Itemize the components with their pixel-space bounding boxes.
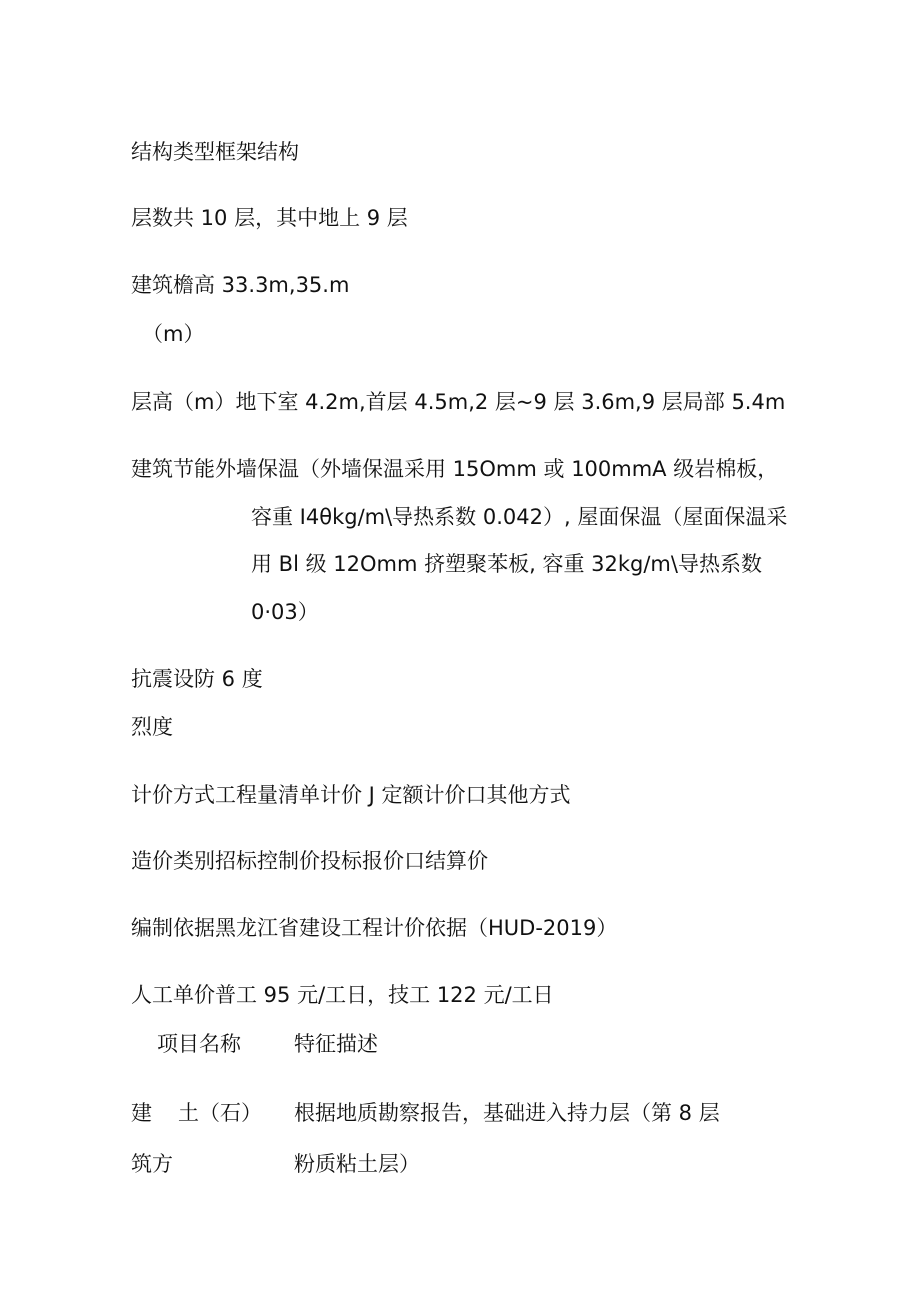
energy-saving-line-4: 0·03）	[251, 600, 319, 624]
table-header-desc: 特征描述	[294, 1032, 378, 1056]
floors-text: 层数共 10 层，其中地上 9 层	[131, 206, 408, 230]
table-row-1-desc-line-1: 根据地质勘察报告，基础进入持力层（第 8 层	[294, 1101, 720, 1125]
seismic-line-1: 抗震设防 6 度	[131, 667, 263, 691]
labor-price-text: 人工单价普工 95 元/工日，技工 122 元/工日	[131, 983, 554, 1007]
floor-height-text: 层高（m）地下室 4.2m,首层 4.5m,2 层~9 层 3.6m,9 层局部 5.4m	[131, 390, 786, 414]
energy-saving-line-3: 用 Bl 级 12Omm 挤塑聚苯板, 容重 32kg∕m\导热系数	[251, 552, 762, 576]
table-row-1-desc-line-2: 粉质粘土层）	[294, 1152, 420, 1176]
eave-unit-text: （m）	[142, 322, 205, 346]
pricing-method-text: 计价方式工程量清单计价 J 定额计价口其他方式	[131, 783, 571, 807]
cost-type-text: 造价类别招标控制价投标报价口结算价	[131, 849, 488, 873]
table-row-1-col1-b: 土（石）	[178, 1101, 262, 1125]
energy-saving-line-1: 建筑节能外墙保温（外墙保温采用 15Omm 或 100mmA 级岩棉板，	[131, 457, 779, 481]
energy-saving-line-2: 容重 I4θkg∕m\导热系数 0.042）, 屋面保温（屋面保温采	[251, 505, 788, 529]
eave-height-text: 建筑檐高 33.3m,35.m	[131, 273, 350, 297]
structure-type-text: 结构类型框架结构	[131, 140, 299, 164]
table-row-1-col1-c: 筑方	[131, 1152, 173, 1176]
table-row-1-col1-a: 建	[131, 1101, 152, 1125]
table-header-name: 项目名称	[157, 1032, 241, 1056]
basis-text: 编制依据黑龙江省建设工程计价依据（HUD-2019）	[131, 916, 618, 940]
seismic-line-2: 烈度	[131, 715, 173, 739]
